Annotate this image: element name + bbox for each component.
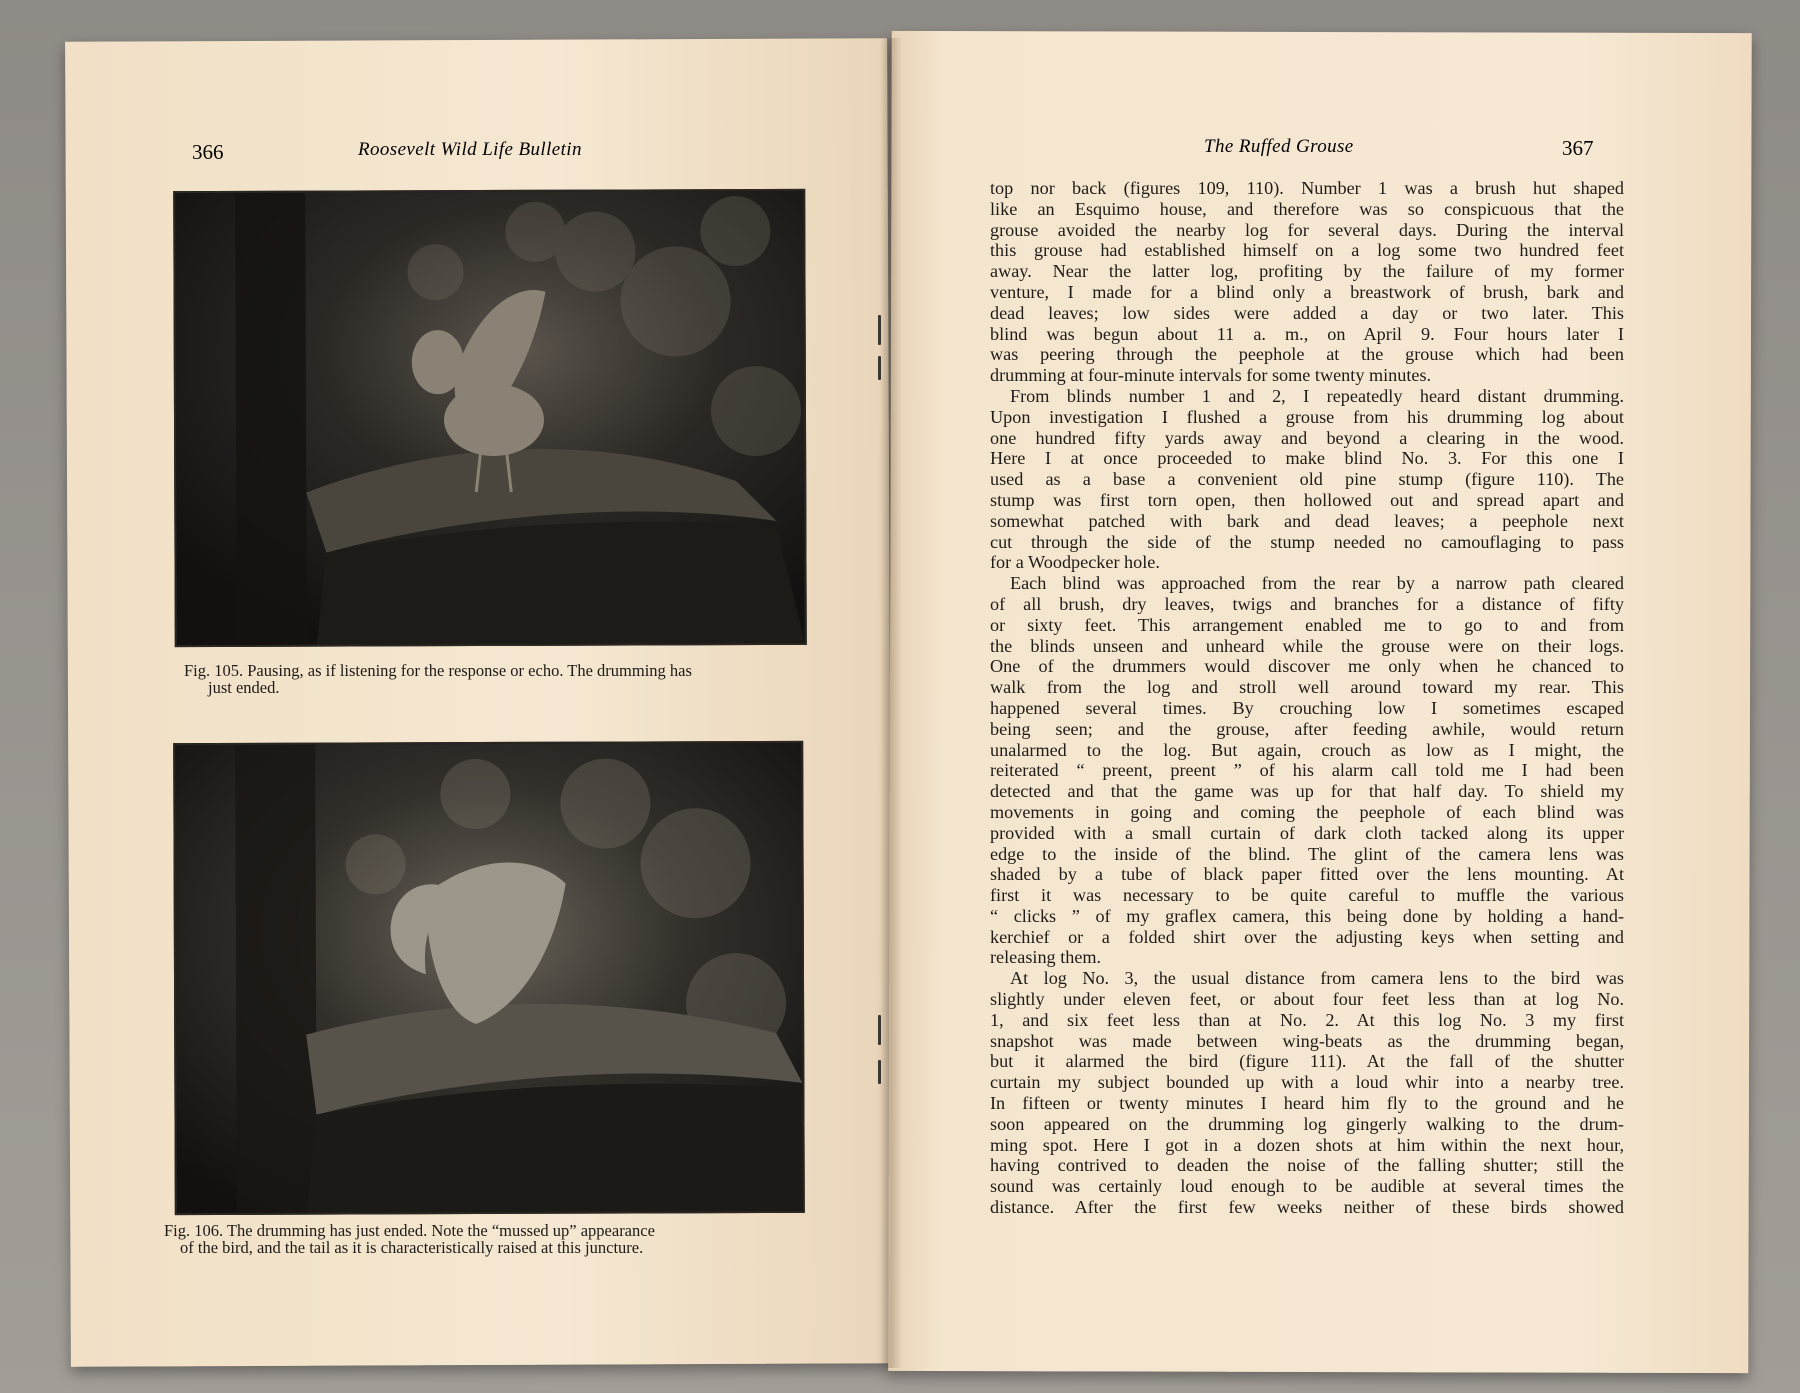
body-text-line: From blinds number 1 and 2, I repeatedly heard distant drumming. xyxy=(1010,385,1624,406)
grouse-photo-image xyxy=(175,743,803,1213)
binding-staple xyxy=(878,356,881,380)
body-text-line: drumming at four-minute intervals for some twenty minutes. xyxy=(990,365,1432,386)
body-text-line: slightly under eleven feet, or about four feet less than at log No. xyxy=(990,989,1624,1010)
body-text-line: or sixty feet. This arrangement enabled me to go to and from xyxy=(990,614,1624,635)
body-text-line: movements in going and coming the peephole of each blind was xyxy=(990,801,1624,822)
body-text-line: reiterated “ preent, preent ” of his alarm call told me I had been xyxy=(990,760,1624,781)
figure-105-caption xyxy=(184,662,806,696)
body-text-line: blind was begun about 11 a. m., on April 9. Four hours later I xyxy=(990,323,1624,344)
body-text-line: but it alarmed the bird (figure 111). At the fall of the shutter xyxy=(990,1051,1624,1072)
body-text-line: curtain my subject bounded up with a loud whir into a nearby tree. xyxy=(990,1072,1624,1093)
body-text-line: One of the drummers would discover me only when he chanced to xyxy=(990,656,1624,677)
body-text-line: stump was first torn open, then hollowed out and spread apart and xyxy=(990,489,1624,510)
body-text-line: happened several times. By crouching low I sometimes escaped xyxy=(990,697,1624,718)
body-text-line: ming spot. Here I got in a dozen shots at him within the next hour, xyxy=(990,1134,1624,1155)
body-text-line: walk from the log and stroll well around toward my rear. This xyxy=(990,677,1624,698)
binding-staple xyxy=(878,1060,881,1084)
right-page-number: 367 xyxy=(1562,136,1594,160)
body-text-line: cut through the side of the stump needed no camouflaging to pass xyxy=(990,531,1624,552)
body-text-line: soon appeared on the drumming log gingerly walking to the drum- xyxy=(990,1113,1624,1134)
body-text-line: Each blind was approached from the rear by a narrow path cleared xyxy=(1010,573,1624,594)
body-text-line: sound was certainly loud enough to be audible at several times the xyxy=(990,1176,1624,1197)
body-text-line: away. Near the latter log, profiting by the failure of my former xyxy=(990,261,1624,282)
body-text-line: At log No. 3, the usual distance from camera lens to the bird was xyxy=(1010,968,1624,989)
body-text-line: Upon investigation I flushed a grouse from his drumming log about xyxy=(990,406,1624,427)
binding-staple xyxy=(878,315,881,345)
body-text-line: kerchief or a folded shirt over the adjusting keys when setting and xyxy=(990,926,1624,947)
caption-line: just ended. xyxy=(208,678,280,697)
figure-106-caption xyxy=(164,1222,804,1256)
body-text-line: edge to the inside of the blind. The glint of the camera lens was xyxy=(990,843,1624,864)
body-text-line: used as a base a convenient old pine stump (figure 110). The xyxy=(990,469,1624,490)
body-text-line: first it was necessary to be quite careful to muffle the various xyxy=(990,885,1624,906)
right-running-head: The Ruffed Grouse xyxy=(1204,136,1354,157)
figure-105-photo xyxy=(173,189,807,647)
body-text-line: grouse avoided the nearby log for several days. During the interval xyxy=(990,219,1624,240)
book-gutter xyxy=(880,38,902,1368)
body-text-line: In fifteen or twenty minutes I heard him fly to the ground and he xyxy=(990,1093,1624,1114)
body-text-line: for a Woodpecker hole. xyxy=(990,552,1160,573)
body-text-line: unalarmed to the log. But again, crouch as low as I might, the xyxy=(990,739,1624,760)
body-text-line: like an Esquimo house, and therefore was so conspicuous that the xyxy=(990,198,1624,219)
caption-line: Fig. 105. Pausing, as if listening for the response or echo. The drumming has xyxy=(184,661,692,680)
left-running-head: Roosevelt Wild Life Bulletin xyxy=(358,139,582,160)
body-text-line: detected and that the game was up for that half day. To shield my xyxy=(990,781,1624,802)
body-text-line: the blinds unseen and unheard while the grouse were on their logs. xyxy=(990,635,1624,656)
caption-line: of the bird, and the tail as it is characteristically raised at this juncture. xyxy=(180,1238,644,1257)
body-text-line: of all brush, dry leaves, twigs and branches for a distance of fifty xyxy=(990,593,1624,614)
body-text-line: was peering through the peephole at the grouse which had been xyxy=(990,344,1624,365)
body-text-line: provided with a small curtain of dark cloth tacked along its upper xyxy=(990,822,1624,843)
body-text-line: distance. After the first few weeks neither of these birds showed xyxy=(990,1197,1624,1218)
left-page-number: 366 xyxy=(192,140,224,164)
body-text-line: dead leaves; low sides were added a day or two later. This xyxy=(990,302,1624,323)
body-text-line: one hundred fifty yards away and beyond a clearing in the wood. xyxy=(990,427,1624,448)
body-text-line: 1, and six feet less than at No. 2. At this log No. 3 my first xyxy=(990,1009,1624,1030)
body-text-line: venture, I made for a blind only a breastwork of brush, bark and xyxy=(990,281,1624,302)
body-text-line: releasing them. xyxy=(990,947,1102,968)
body-text-line: having contrived to deaden the noise of the falling shutter; still the xyxy=(990,1155,1624,1176)
body-text-line: top nor back (figures 109, 110). Number 1 was a brush hut shaped xyxy=(990,178,1624,198)
binding-staple xyxy=(878,1015,881,1045)
body-text-line: shaded by a tube of black paper fitted over the lens mounting. At xyxy=(990,864,1624,885)
body-text xyxy=(990,178,1624,1218)
figure-106-photo xyxy=(173,741,805,1215)
body-text-line: somewhat patched with bark and dead leaves; a peephole next xyxy=(990,510,1624,531)
body-text-line: snapshot was made between wing-beats as the drumming began, xyxy=(990,1030,1624,1051)
body-text-line: being seen; and the grouse, after feeding awhile, would return xyxy=(990,718,1624,739)
body-text-line: “ clicks ” of my graflex camera, this being done by holding a hand- xyxy=(990,905,1624,926)
caption-line: Fig. 106. The drumming has just ended. Note the “mussed up” appearance xyxy=(164,1221,655,1240)
grouse-photo-image xyxy=(175,191,805,645)
body-text-line: Here I at once proceeded to make blind No. 3. For this one I xyxy=(990,448,1624,469)
body-text-line: this grouse had established himself on a log some two hundred feet xyxy=(990,240,1624,261)
